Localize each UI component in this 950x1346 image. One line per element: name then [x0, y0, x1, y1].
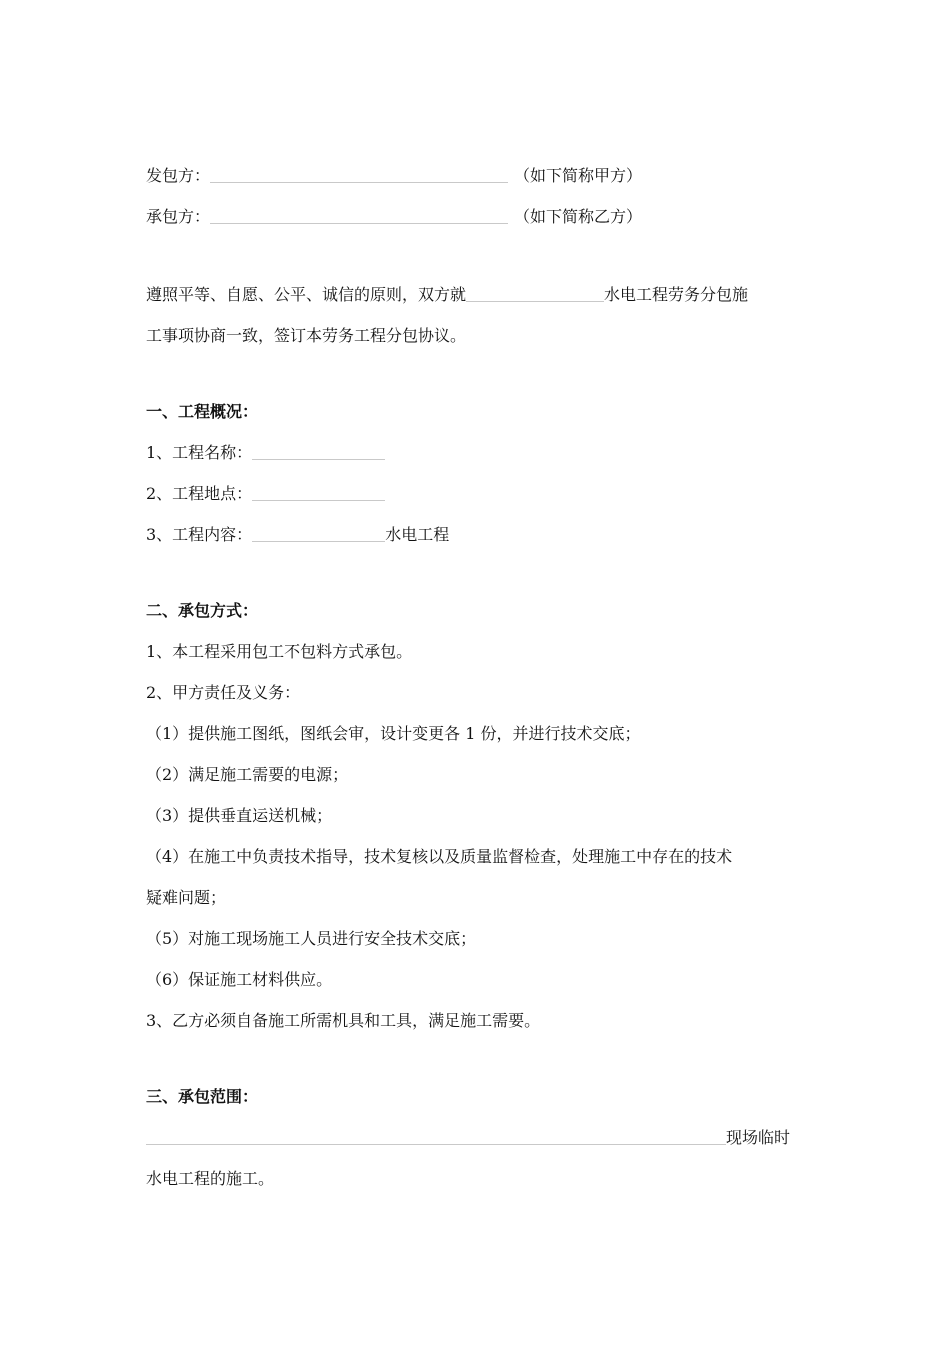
scope-blank: [146, 1128, 726, 1145]
contractor-note: （如下简称乙方）: [514, 207, 643, 226]
project-name-blank: [466, 285, 604, 302]
project-location-label: 2、工程地点：: [146, 484, 253, 503]
section2-sub-3: （3）提供垂直运送机械；: [146, 806, 333, 825]
section2-sub-2: （2）满足施工需要的电源；: [146, 765, 349, 784]
section2-item-2: 2、甲方责任及义务：: [146, 683, 301, 702]
section2-sub-6: （6）保证施工材料供应。: [146, 970, 333, 989]
section2-item-1: 1、本工程采用包工不包料方式承包。: [146, 642, 413, 661]
intro-line-1: [146, 284, 748, 306]
client-note: （如下简称甲方）: [514, 166, 643, 185]
client-blank: [210, 166, 508, 183]
section2-sub-5: （5）对施工现场施工人员进行安全技术交底；: [146, 929, 477, 948]
section3-title: 三、承包范围：: [146, 1087, 259, 1106]
section1-item-2: [146, 483, 385, 505]
section2-sub-4-line-1: （4）在施工中负责技术指导，技术复核以及质量监督检查，处理施工中存在的技术: [146, 847, 733, 866]
project-content-suffix: 水电工程: [385, 525, 450, 544]
scope-suffix: 现场临时: [726, 1128, 791, 1147]
section3-line-1: [146, 1127, 790, 1149]
project-content-label: 3、工程内容：: [146, 525, 253, 544]
intro-text-before: 遵照平等、自愿、公平、诚信的原则，双方就: [146, 285, 467, 304]
contractor-blank: [210, 207, 508, 224]
section1-item-3: [146, 524, 449, 546]
section2-sub-1: （1）提供施工图纸，图纸会审，设计变更各 1 份，并进行技术交底；: [146, 724, 641, 743]
intro-line-2: 工事项协商一致，签订本劳务工程分包协议。: [146, 326, 467, 345]
section3-line-2: 水电工程的施工。: [146, 1169, 275, 1188]
project-location-blank: [252, 484, 385, 501]
project-name-field-blank: [252, 443, 385, 460]
project-content-blank: [252, 525, 385, 542]
section1-title: 一、工程概况：: [146, 402, 259, 421]
contractor-line: [146, 206, 642, 228]
client-line: [146, 165, 642, 187]
section2-sub-4-line-2: 疑难问题；: [146, 888, 227, 907]
client-label: 发包方：: [146, 166, 211, 185]
section1-item-1: [146, 442, 385, 464]
contractor-label: 承包方：: [146, 207, 211, 226]
project-name-label: 1、工程名称：: [146, 443, 253, 462]
section2-item-3: 3、乙方必须自备施工所需机具和工具，满足施工需要。: [146, 1011, 541, 1030]
section2-title: 二、承包方式：: [146, 601, 259, 620]
intro-text-after: 水电工程劳务分包施: [604, 285, 749, 304]
